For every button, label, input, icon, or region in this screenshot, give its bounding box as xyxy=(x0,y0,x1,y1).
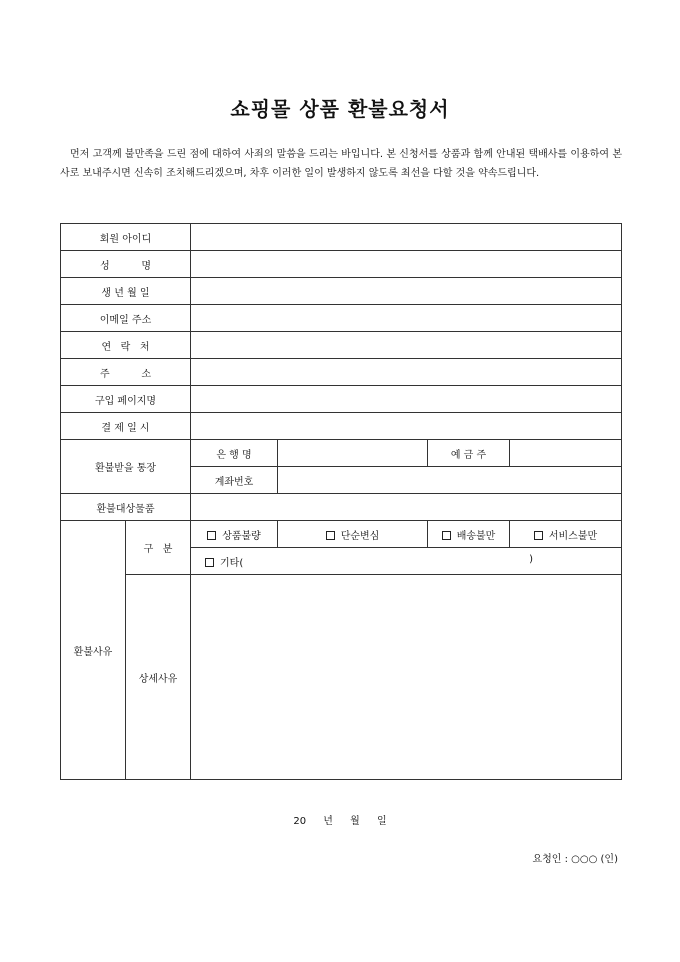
document-title: 쇼핑몰 상품 환불요청서 xyxy=(230,97,450,121)
option-service-complaint[interactable]: 서비스불만 xyxy=(510,521,622,548)
checkbox-icon[interactable] xyxy=(207,531,216,540)
input-payment-date[interactable] xyxy=(191,413,622,440)
label-depositor: 예 금 주 xyxy=(428,440,510,467)
label-account-number: 계좌번호 xyxy=(191,467,278,494)
refund-form-table xyxy=(60,223,622,780)
row-bank xyxy=(61,440,622,467)
intro-paragraph: 먼저 고객께 불만족을 드린 점에 대하여 사죄의 말씀을 드리는 바입니다. 본 신청서를 상품과 함께 안내된 택배사를 이용하여 본사로 보내주시면 신속히 조치해드리겠으며, 차후 이러한 일이 발생하지 않도록 최선을 다할 것을 약속드립니다. xyxy=(60,149,622,179)
option-change-of-mind[interactable]: 단순변심 xyxy=(278,521,428,548)
label-contact: 연 락 처 xyxy=(61,332,191,359)
label-refund-account: 환불받을 통장 xyxy=(61,440,191,494)
label-refund-item: 환불대상물품 xyxy=(61,494,191,521)
option-other[interactable]: 기타( ) xyxy=(191,548,622,575)
input-name[interactable] xyxy=(191,251,622,278)
input-depositor[interactable] xyxy=(510,440,622,467)
label-member-id: 회원 아이디 xyxy=(61,224,191,251)
input-member-id[interactable] xyxy=(191,224,622,251)
checkbox-icon[interactable] xyxy=(205,558,214,567)
row-refund-item xyxy=(61,494,622,521)
label-detail-reason: 상세사유 xyxy=(126,575,191,780)
checkbox-icon[interactable] xyxy=(442,531,451,540)
row-birthdate xyxy=(61,278,622,305)
input-contact[interactable] xyxy=(191,332,622,359)
row-member-id xyxy=(61,224,622,251)
label-address: 주 소 xyxy=(61,359,191,386)
input-account-number[interactable] xyxy=(278,467,622,494)
label-bank-name: 은 행 명 xyxy=(191,440,278,467)
input-purchase-page[interactable] xyxy=(191,386,622,413)
row-contact xyxy=(61,332,622,359)
row-category-options xyxy=(61,521,622,548)
label-category: 구 분 xyxy=(126,521,191,575)
label-refund-reason: 환불사유 xyxy=(61,521,126,780)
label-name: 성 명 xyxy=(61,251,191,278)
label-payment-date: 결 제 일 시 xyxy=(61,413,191,440)
label-purchase-page: 구입 페이지명 xyxy=(61,386,191,413)
row-purchase-page xyxy=(61,386,622,413)
input-email[interactable] xyxy=(191,305,622,332)
input-birthdate[interactable] xyxy=(191,278,622,305)
input-bank-name[interactable] xyxy=(278,440,428,467)
row-email xyxy=(61,305,622,332)
label-birthdate: 생 년 월 일 xyxy=(61,278,191,305)
input-detail-reason[interactable] xyxy=(191,575,622,780)
applicant-signature-line: 요청인 : ○○○ (인) xyxy=(532,854,618,865)
row-payment-date xyxy=(61,413,622,440)
date-line: 20 년 월 일 xyxy=(293,816,387,827)
row-address xyxy=(61,359,622,386)
label-email: 이메일 주소 xyxy=(61,305,191,332)
input-refund-item[interactable] xyxy=(191,494,622,521)
checkbox-icon[interactable] xyxy=(326,531,335,540)
input-address[interactable] xyxy=(191,359,622,386)
option-product-defect[interactable]: 상품불량 xyxy=(191,521,278,548)
option-delivery-complaint[interactable]: 배송불만 xyxy=(428,521,510,548)
checkbox-icon[interactable] xyxy=(534,531,543,540)
row-detail-reason xyxy=(61,575,622,780)
row-name xyxy=(61,251,622,278)
